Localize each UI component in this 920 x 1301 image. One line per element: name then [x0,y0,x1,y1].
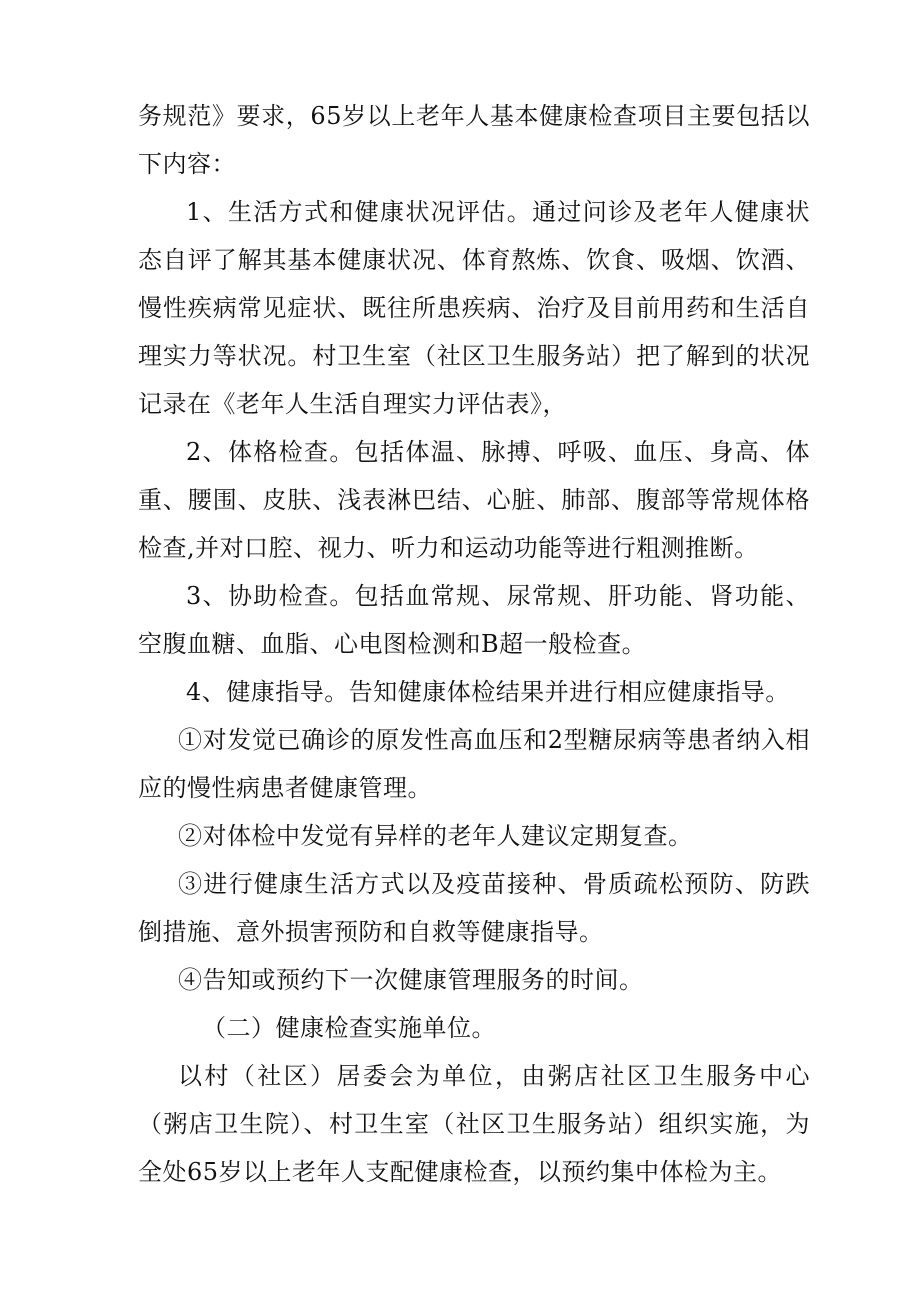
paragraph-item-4: 4、健康指导。告知健康体检结果并进行相应健康指导。 [186,678,790,706]
paragraph-intro: 务规范》要求，65岁以上老年人基本健康检查项目主要包括以下内容： [138,102,810,178]
document-page [138,92,810,1196]
paragraph-sub-2: ②对体检中发觉有异样的老年人建议定期复查。 [178,822,693,850]
paragraph-item-1: 1、生活方式和健康状况评估。通过问诊及老年人健康状态自评了解其基本健康状况、体育熬炼、饮食、吸烟、饮酒、慢性疾病常见症状、既往所患疾病、治疗及目前用药和生活自理实力等状况。村卫生室（社区卫生服务站）把了解到的状况记录在《老年人生活自理实力评估表》， [138,198,810,418]
paragraph-item-3: 3、协助检查。包括血常规、尿常规、肝功能、肾功能、空腹血糖、血脂、心电图检测和B超一般检查。 [138,582,810,658]
paragraph-body-2: 以村（社区）居委会为单位，由粥店社区卫生服务中心（粥店卫生院）、村卫生室（社区卫生服务站）组织实施，为全处65岁以上老年人支配健康检查，以预约集中体检为主。 [138,1062,810,1186]
paragraph-sub-4: ④告知或预约下一次健康管理服务的时间。 [178,966,644,994]
paragraph-sub-1: ①对发觉已确诊的原发性高血压和2型糖尿病等患者纳入相应的慢性病患者健康管理。 [138,726,810,802]
section-heading-2: （二）健康检查实施单位。 [202,1014,496,1042]
paragraph-item-2: 2、体格检查。包括体温、脉搏、呼吸、血压、身高、体重、腰围、皮肤、浅表淋巴结、心脏、肺部、腹部等常规体格检查,并对口腔、视力、听力和运动功能等进行粗测推断。 [138,438,810,562]
paragraph-sub-3: ③进行健康生活方式以及疫苗接种、骨质疏松预防、防跌倒措施、意外损害预防和自救等健康指导。 [138,870,810,946]
